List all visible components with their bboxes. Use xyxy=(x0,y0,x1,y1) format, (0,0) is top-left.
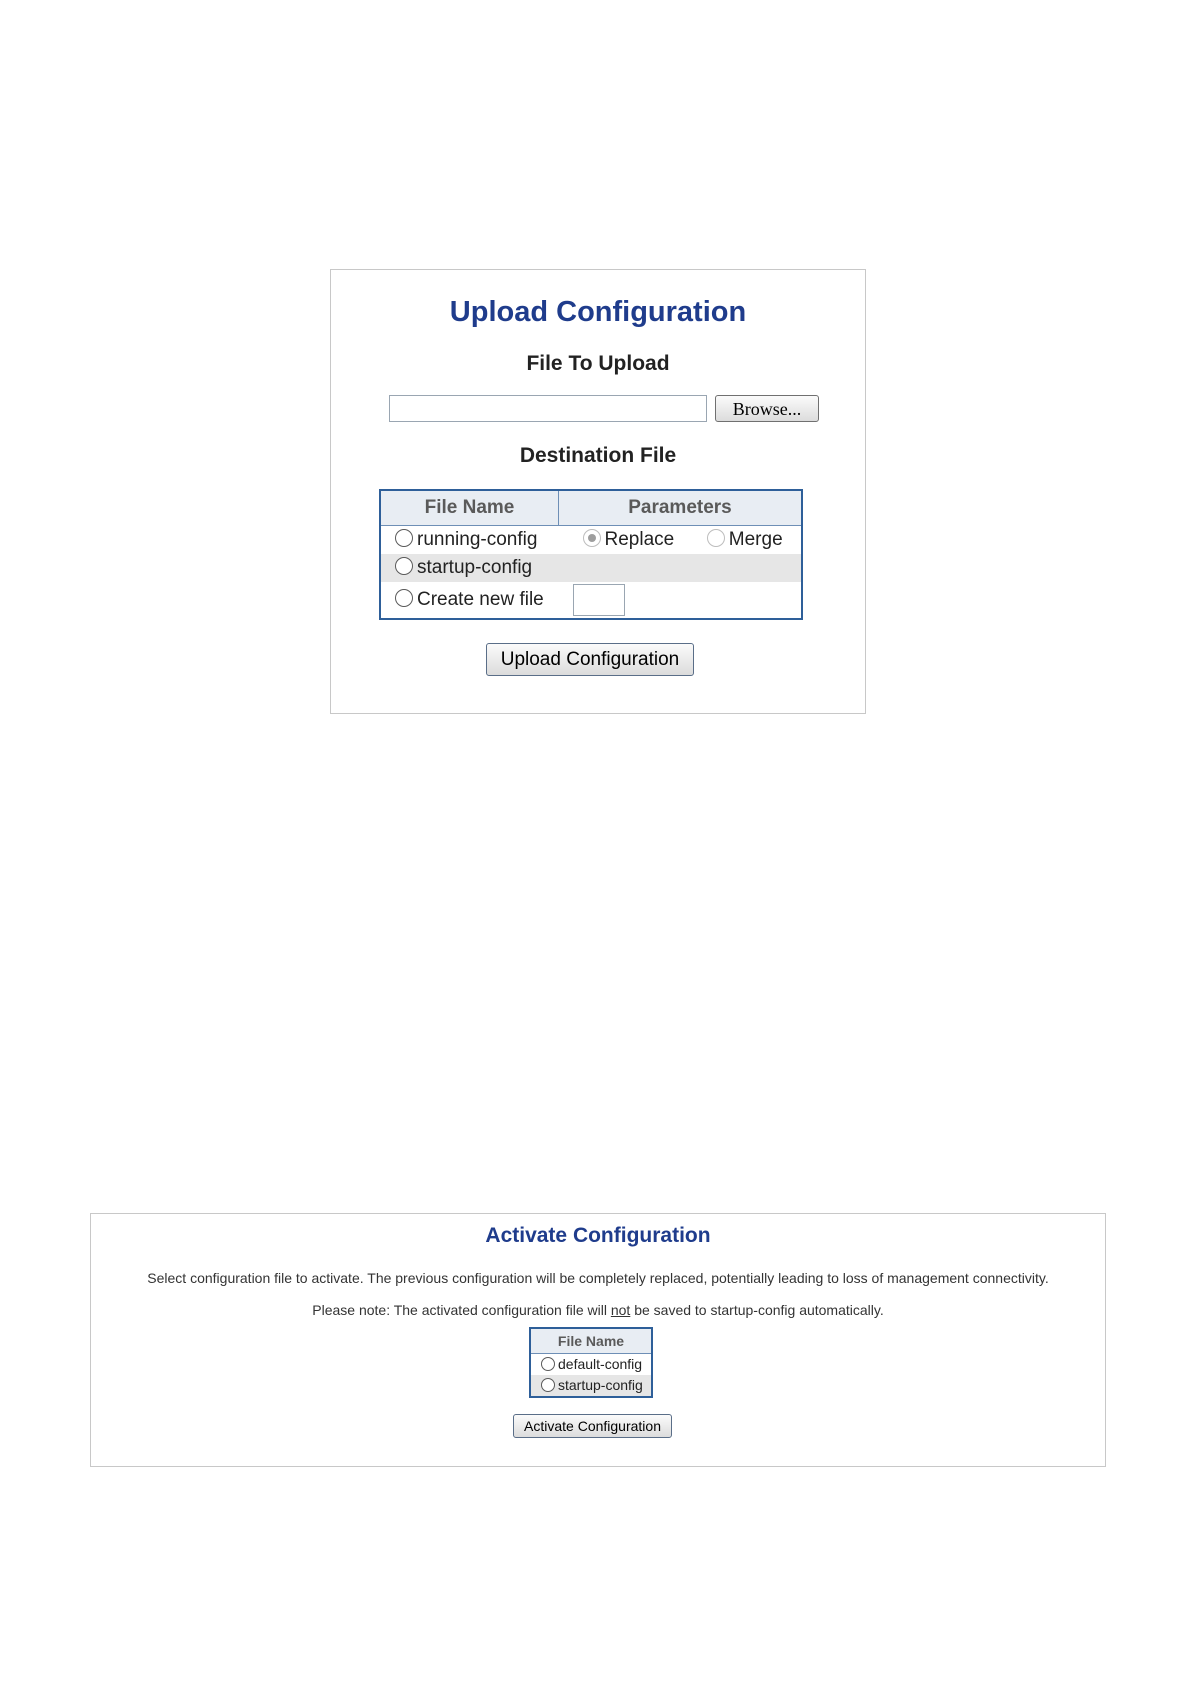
table-header-row xyxy=(530,1328,652,1354)
file-to-upload-heading: File To Upload xyxy=(526,352,670,375)
activate-note xyxy=(91,1302,1105,1318)
activate-configuration-button[interactable]: Activate Configuration xyxy=(513,1414,672,1438)
merge-radio[interactable] xyxy=(707,529,725,547)
default-config-label: default-config xyxy=(558,1356,643,1373)
replace-radio[interactable] xyxy=(583,529,601,547)
table-row xyxy=(380,526,802,555)
create-new-file-label: Create new file xyxy=(417,589,544,610)
row-startup-config[interactable] xyxy=(380,554,559,582)
upload-configuration-button[interactable]: Upload Configuration xyxy=(486,643,694,676)
destination-file-heading: Destination File xyxy=(519,444,677,467)
note-emphasis: not xyxy=(610,1302,631,1318)
column-header-file-name: File Name xyxy=(380,490,559,526)
parameters-cell xyxy=(559,526,803,555)
upload-configuration-panel xyxy=(330,269,866,714)
activate-file-table xyxy=(529,1327,653,1398)
startup-config-label: startup-config xyxy=(417,557,533,578)
replace-label: Replace xyxy=(604,529,675,550)
column-header-file-name: File Name xyxy=(530,1328,652,1354)
activate-configuration-panel xyxy=(90,1213,1106,1467)
activate-description: Select configuration file to activate. The previous configuration will be completely replaced, potentially leading to loss of management connectivity. xyxy=(147,1270,1049,1286)
running-config-radio[interactable] xyxy=(395,529,413,547)
note-suffix: be saved to startup-config automatically. xyxy=(630,1302,884,1318)
table-row xyxy=(530,1375,652,1397)
destination-file-table xyxy=(379,489,803,620)
startup-config-radio[interactable] xyxy=(541,1378,555,1392)
table-row xyxy=(380,554,802,582)
row-running-config[interactable] xyxy=(380,526,559,555)
running-config-label: running-config xyxy=(417,529,538,550)
row-startup-config[interactable] xyxy=(530,1375,652,1397)
startup-config-label: startup-config xyxy=(558,1377,643,1394)
upload-title: Upload Configuration xyxy=(449,296,747,328)
create-new-file-radio[interactable] xyxy=(395,589,413,607)
row-create-new-file[interactable] xyxy=(380,582,559,619)
row-default-config[interactable] xyxy=(530,1354,652,1376)
column-header-parameters: Parameters xyxy=(559,490,803,526)
activate-title: Activate Configuration xyxy=(485,1224,711,1247)
merge-label: Merge xyxy=(728,529,783,550)
table-header-row xyxy=(380,490,802,526)
table-row xyxy=(530,1354,652,1376)
table-row xyxy=(380,582,802,619)
default-config-radio[interactable] xyxy=(541,1357,555,1371)
note-prefix: Please note: The activated configuration file will xyxy=(312,1302,611,1318)
browse-button[interactable]: Browse... xyxy=(715,395,819,422)
startup-config-radio[interactable] xyxy=(395,557,413,575)
file-path-input[interactable] xyxy=(389,395,707,422)
new-file-name-input[interactable] xyxy=(573,584,625,616)
